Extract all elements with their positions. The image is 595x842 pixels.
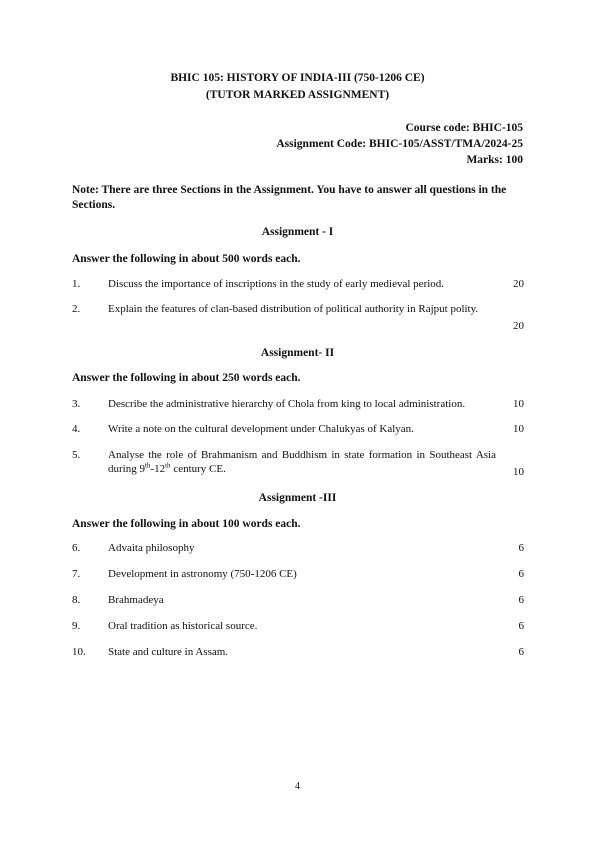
section-instruction: Answer the following in about 500 words each. <box>72 253 301 265</box>
question-number: 6. <box>72 542 81 554</box>
section-title: Assignment -III <box>258 492 337 504</box>
question-number: 4. <box>72 423 81 435</box>
question-marks: 6 <box>518 594 524 606</box>
document-subtitle: (TUTOR MARKED ASSIGNMENT) <box>205 89 390 101</box>
section-instruction: Answer the following in about 100 words each. <box>72 518 301 530</box>
question-text: Describe the administrative hierarchy of Chola from king to local administration. <box>108 398 466 410</box>
question-marks: 6 <box>518 542 524 554</box>
assignment-note: Note: There are three Sections in the Assignment. You have to answer all questions in the Sections. <box>72 184 507 211</box>
question-text: Discuss the importance of inscriptions in the study of early medieval period. <box>108 278 445 290</box>
question-number: 8. <box>72 594 81 606</box>
question-text: Explain the features of clan-based distribution of political authority in Rajput polity. <box>108 303 479 315</box>
question-item <box>72 448 524 478</box>
question-marks: 10 <box>513 423 524 435</box>
section-title: Assignment - I <box>261 226 334 238</box>
question-text: Analyse the role of Brahmanism and Buddhism in state formation in Southeast Asia during 9th-12th century CE. <box>108 449 496 475</box>
question-number: 3. <box>72 398 81 410</box>
question-number: 2. <box>72 303 81 315</box>
question-number: 9. <box>72 620 81 632</box>
question-number: 10. <box>72 646 86 658</box>
question-marks: 20 <box>513 320 524 332</box>
question-marks: 6 <box>518 646 524 658</box>
section-instruction: Answer the following in about 250 words each. <box>72 372 301 384</box>
question-marks: 10 <box>513 398 524 410</box>
question-text: Oral tradition as historical source. <box>108 620 258 632</box>
question-marks: 20 <box>513 278 524 290</box>
page-number: 4 <box>295 781 300 792</box>
section-title: Assignment- II <box>260 347 335 359</box>
question-marks: 6 <box>518 620 524 632</box>
question-number: 7. <box>72 568 81 580</box>
assignment-code: Assignment Code: BHIC-105/ASST/TMA/2024-25 <box>276 138 523 150</box>
question-marks: 6 <box>518 568 524 580</box>
question-text: State and culture in Assam. <box>108 646 229 658</box>
question-number: 1. <box>72 278 81 290</box>
course-code: Course code: BHIC-105 <box>405 122 523 134</box>
total-marks: Marks: 100 <box>466 154 523 166</box>
question-text: Development in astronomy (750-1206 CE) <box>108 568 297 580</box>
question-text: Brahmadeya <box>108 594 164 606</box>
question-item <box>72 645 524 675</box>
document-title: BHIC 105: HISTORY OF INDIA-III (750-1206 CE) <box>170 72 425 84</box>
question-text: Write a note on the cultural development under Chalukyas of Kalyan. <box>108 423 414 435</box>
question-number: 5. <box>72 449 81 461</box>
question-item <box>72 302 524 332</box>
question-text: Advaita philosophy <box>108 542 195 554</box>
question-marks: 10 <box>513 466 524 478</box>
